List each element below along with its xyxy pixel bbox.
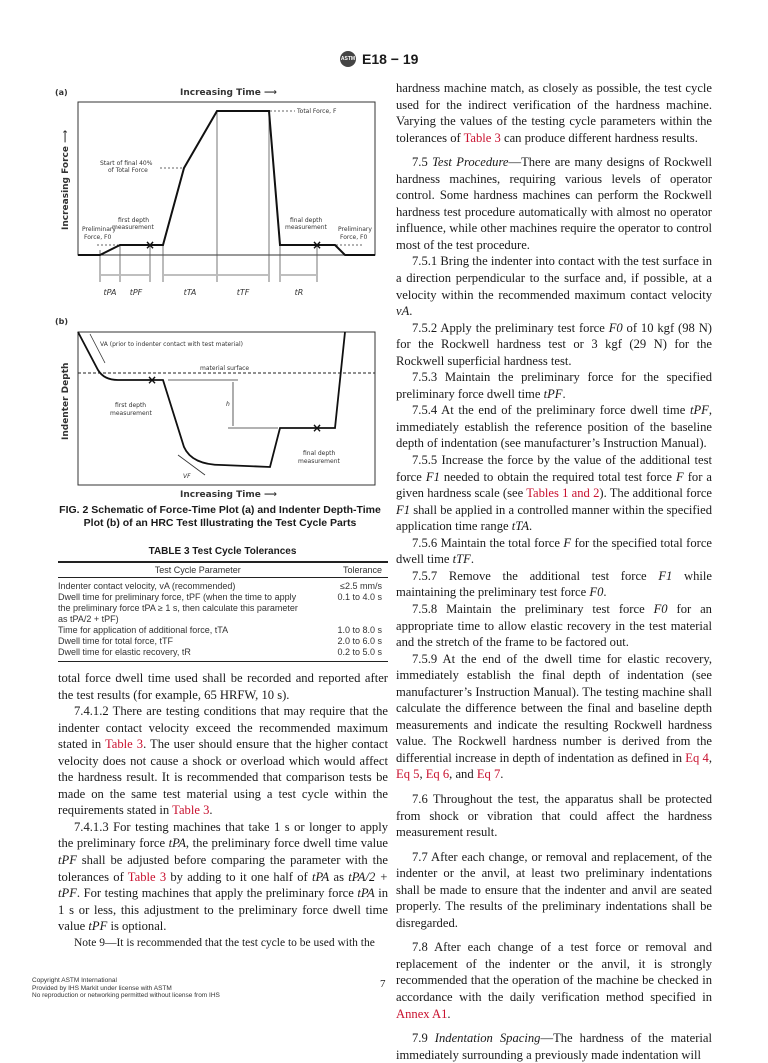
text-run: 7.5.1 Bring the indenter into contact with the test surface in a direction perpendicular to the surface and, if possible, at a velocity within the recommended maximum contact velocity bbox=[396, 254, 712, 302]
final-depth-label-2: measurement bbox=[285, 224, 327, 231]
preliminary-force-label-right: Preliminary bbox=[338, 226, 372, 233]
final-depth-label: final depth bbox=[290, 217, 323, 224]
cell: 0.2 to 5.0 s bbox=[337, 647, 388, 662]
text-run: —There are many designs of Rockwell hardness machines, requiring various levels of operator control. Some hardness machines can perform the Rockwell hardness test procedure automatically with almost no operator influence, while other machines require the operator to control most of the test procedure. bbox=[396, 155, 712, 252]
start-40-label-2: of Total Force bbox=[108, 167, 148, 174]
preliminary-force-label-right-2: Force, F0 bbox=[340, 234, 368, 241]
cross-reference-link[interactable]: Eq 4 bbox=[685, 750, 709, 765]
text-run: —The hardness of the material immediately surrounding a previously made indentation will bbox=[396, 1031, 712, 1062]
start-40-label: Start of final 40% bbox=[100, 160, 153, 167]
text-run: F0 bbox=[589, 585, 604, 600]
y-axis-label-b: Indenter Depth bbox=[61, 362, 71, 440]
va-label: VA (prior to indenter contact with test material) bbox=[100, 341, 243, 348]
paragraph bbox=[396, 154, 712, 253]
paragraph bbox=[396, 452, 712, 535]
text-run: . bbox=[470, 552, 475, 567]
text-run: in 1 s or less, this adjustment to the preliminary force dwell time value bbox=[58, 886, 388, 934]
text-run: 7.5.3 Maintain the preliminary force for the specified preliminary force dwell time bbox=[396, 370, 712, 401]
paragraph bbox=[396, 568, 712, 601]
text-run: , and bbox=[449, 767, 477, 782]
footer-line: Provided by IHS Markit under license with ASTM bbox=[32, 984, 172, 992]
text-run: . bbox=[500, 767, 504, 782]
text-run: . bbox=[603, 585, 607, 600]
text-run: is optional. bbox=[107, 919, 167, 934]
cell: Dwell time for elastic recovery, tR bbox=[58, 647, 337, 662]
text-run: tTA bbox=[511, 519, 530, 534]
text-run: F1 bbox=[658, 568, 673, 583]
paragraph bbox=[396, 849, 712, 932]
text-run: tPF bbox=[58, 853, 77, 868]
paragraph bbox=[58, 819, 388, 935]
paragraph bbox=[396, 791, 712, 841]
preliminary-force-label-2: Force, F0 bbox=[84, 234, 112, 241]
cell: 1.0 to 8.0 s bbox=[337, 625, 382, 635]
cross-reference-link[interactable]: Table 3 bbox=[127, 869, 167, 884]
text-run: shall be applied in a controlled manner within the specified application time range bbox=[396, 502, 712, 534]
table-row bbox=[58, 636, 388, 647]
text-run: tPF bbox=[689, 403, 709, 418]
cell: ≤2.5 mm/s bbox=[340, 581, 382, 591]
paragraph bbox=[396, 80, 712, 146]
test-cycle-table bbox=[58, 561, 388, 662]
text-run: . The user should ensure that the higher contact velocity does not cause a shock or overload which would affect the hardness result. It is recommended that comparison tests be made on the same test material using a test cycle within the requirements stated in bbox=[58, 737, 388, 818]
paragraph bbox=[58, 703, 388, 819]
text-run: for an appropriate time to allow elastic recovery in the test material and the stretch of the frame to be factored out. bbox=[396, 601, 712, 650]
text-run: while maintaining the preliminary test force bbox=[396, 568, 712, 600]
astm-logo: ASTM bbox=[340, 51, 356, 67]
cell: Dwell time for total force, tTF bbox=[58, 636, 174, 646]
material-surface-label: material surface bbox=[200, 365, 250, 372]
footer-line: No reproduction or networking permitted without license from IHS bbox=[32, 992, 220, 999]
total-force-label: Total Force, F bbox=[297, 108, 337, 115]
text-run: . bbox=[409, 304, 413, 319]
text-run: as bbox=[329, 869, 349, 884]
text-run: 7.5.8 Maintain the preliminary test force bbox=[412, 601, 654, 616]
text-run: 7.5.5 Increase the force by the value of the additional test force bbox=[396, 453, 712, 484]
paragraph bbox=[396, 253, 712, 319]
cross-reference-link[interactable]: Tables 1 and 2 bbox=[526, 486, 600, 501]
x-axis-label-b: Increasing Time ⟶ bbox=[180, 490, 277, 500]
panel-a-label: (a) bbox=[55, 88, 68, 97]
final-depth-label-b: final depth bbox=[303, 450, 336, 457]
first-depth-mark-icon: × bbox=[144, 238, 156, 252]
text-run: tPA bbox=[168, 836, 186, 851]
final-depth-label-b-2: measurement bbox=[298, 458, 340, 465]
first-depth-label-2: measurement bbox=[112, 224, 154, 231]
text-run: of 10 kgf (98 N) for the Rockwell hardness test or 3 kgf (29 N) for the Rockwell superficial hardness test. bbox=[396, 320, 712, 368]
paragraph bbox=[58, 670, 388, 703]
cross-reference-link[interactable]: Eq 7 bbox=[476, 767, 501, 782]
text-run: tTF bbox=[452, 552, 471, 567]
text-run: F bbox=[563, 535, 572, 550]
paragraph bbox=[396, 651, 712, 783]
paragraph bbox=[396, 320, 712, 370]
text-run: shall be adjusted before comparing the parameter with the tolerances of bbox=[58, 853, 388, 884]
x-axis-label: Increasing Time ⟶ bbox=[180, 88, 277, 98]
first-depth-label: first depth bbox=[118, 217, 150, 224]
cross-reference-link[interactable]: Table 3 bbox=[104, 737, 144, 752]
cross-reference-link[interactable]: Table 3 bbox=[172, 803, 210, 818]
text-run: tPA/2 + tPF bbox=[58, 869, 389, 901]
left-column-text bbox=[58, 670, 388, 951]
text-run: F1 bbox=[396, 502, 410, 517]
paragraph bbox=[396, 939, 712, 1022]
cell: Time for application of additional force, tTA bbox=[58, 625, 229, 635]
cell: 0.1 to 4.0 s bbox=[337, 592, 382, 602]
text-run: , the preliminary force dwell time value bbox=[185, 836, 388, 851]
h-label: h bbox=[226, 401, 230, 408]
text-run: F0 bbox=[608, 320, 623, 335]
final-depth-mark-icon: × bbox=[311, 238, 323, 252]
table-title: TABLE 3 Test Cycle Tolerances bbox=[148, 546, 297, 557]
designation: E18 − 19 bbox=[362, 51, 419, 67]
column-header: Tolerance bbox=[337, 562, 388, 578]
text-run: , bbox=[419, 767, 426, 782]
text-run: Test Procedure bbox=[432, 155, 509, 170]
text-run: total force dwell time used shall be recorded and reported after the test results (for example, 65 HRFW, 10 s). bbox=[58, 671, 388, 702]
text-run: 7.6 Throughout the test, the apparatus shall be protected from shock or vibration that could affect the hardness measurement result. bbox=[396, 791, 712, 840]
text-run: tPF bbox=[543, 386, 563, 401]
text-run: Note 9—It is recommended that the test cycle to be used with the bbox=[74, 936, 375, 949]
text-run: for the specified total force dwell time bbox=[396, 535, 712, 567]
text-run: . bbox=[529, 519, 533, 534]
text-run: . bbox=[447, 1006, 451, 1021]
text-run: tPA bbox=[357, 886, 375, 901]
text-run: 7.7 After each change, or removal and replacement, of the indenter or the anvil, at least two preliminary indentations shall be made to ensure that the indenter and anvil are seated properly. The results of the preliminary indentations shall be disregarded. bbox=[396, 849, 712, 930]
paragraph bbox=[396, 1030, 712, 1063]
paragraph bbox=[396, 369, 712, 402]
t-pf-label: tPF bbox=[129, 288, 143, 297]
t-r-label: tR bbox=[294, 288, 304, 297]
text-run: vA bbox=[396, 304, 410, 319]
y-axis-label: Increasing Force ⟶ bbox=[61, 129, 71, 230]
paragraph bbox=[396, 601, 712, 651]
right-column-text bbox=[396, 80, 712, 1063]
paragraph bbox=[58, 935, 388, 952]
text-run: by adding to it one half of bbox=[166, 869, 312, 884]
column-header: Test Cycle Parameter bbox=[58, 562, 337, 578]
cross-reference-link[interactable]: Eq 5 bbox=[396, 767, 420, 782]
t-tf-label: tTF bbox=[236, 288, 250, 297]
text-run: 7.5.6 Maintain the total force bbox=[412, 535, 564, 550]
text-run: F0 bbox=[653, 601, 668, 616]
text-run: 7.5.7 Remove the additional test force bbox=[412, 568, 659, 583]
footer-line: Copyright ASTM International bbox=[32, 977, 117, 984]
text-run: . bbox=[209, 803, 213, 818]
text-run: Indentation Spacing bbox=[434, 1031, 541, 1046]
t-ta-label: tTA bbox=[183, 288, 197, 297]
text-run: ). The additional force bbox=[599, 486, 712, 501]
text-run: hardness machine match, as closely as possible, the test cycle used for the indirect verification of the hardness machine. Varying the values of the testing cycle parameters within the tolerances of bbox=[396, 81, 712, 145]
first-depth-label-b-2: measurement bbox=[110, 410, 152, 417]
text-run: tPF bbox=[88, 919, 108, 934]
text-run: 7.4.1.3 For testing machines that take 1 s or longer to apply the preliminary force bbox=[58, 819, 388, 851]
cell: Indenter contact velocity, vA (recommended) bbox=[58, 581, 236, 591]
footer-copyright bbox=[32, 977, 220, 1000]
text-run: . bbox=[562, 386, 566, 401]
final-depth-mark-icon-b: × bbox=[311, 421, 323, 435]
table-row bbox=[58, 625, 388, 636]
table-row bbox=[58, 592, 388, 625]
figure-a-force-time bbox=[0, 0, 400, 520]
text-run: 7.4.1.2 There are testing conditions that may require that the indenter contact velocity exceed the recommended maximum stated in bbox=[58, 704, 388, 752]
text-run: needed to obtain the required total test force bbox=[439, 469, 676, 484]
vf-label: VF bbox=[183, 473, 191, 480]
text-run: 7.5 bbox=[412, 155, 433, 170]
text-run: . For testing machines that apply the preliminary force bbox=[76, 886, 358, 901]
cross-reference-link[interactable]: Table 3 bbox=[463, 130, 501, 145]
cell: 2.0 to 6.0 s bbox=[337, 636, 382, 646]
preliminary-force-label: Preliminary bbox=[82, 226, 116, 233]
page-number: 7 bbox=[380, 978, 386, 990]
text-run: 7.5.9 At the end of the dwell time for elastic recovery, immediately establish the final depth of indentation (see manufacturer’s Instruction Manual). The testing machine shall calculate the difference between the final and baseline depth measurements and indicate the resulting Rockwell hardness value. The Rockwell hardness number is derived from the differential increase in depth of indentation as defined in bbox=[396, 651, 712, 765]
paragraph bbox=[396, 402, 712, 452]
table-row bbox=[58, 647, 388, 662]
text-run: 7.9 bbox=[412, 1031, 435, 1046]
text-run: tPA bbox=[311, 869, 330, 884]
first-depth-label-b: first depth bbox=[115, 402, 147, 409]
paragraph bbox=[396, 535, 712, 568]
text-run: , bbox=[708, 750, 713, 765]
text-run: F bbox=[675, 469, 684, 484]
text-run: 7.8 After each change of a test force or removal and replacement of the indenter or the anvil, it is strongly recommended that the operation of the machine be checked in accordance with the daily verification method specified in bbox=[396, 940, 712, 1004]
text-run: can produce different hardness results. bbox=[500, 130, 698, 145]
t-pa-label: tPA bbox=[103, 288, 117, 297]
cross-reference-link[interactable]: Annex A1 bbox=[396, 1006, 448, 1021]
text-run: , immediately establish the reference position of the baseline depth of indentation (see manufacturer’s Instruction Manual). bbox=[396, 403, 712, 451]
text-run: F1 bbox=[425, 469, 440, 484]
table-row bbox=[58, 578, 388, 593]
cross-reference-link[interactable]: Eq 6 bbox=[425, 767, 450, 782]
first-depth-mark-icon-b: × bbox=[146, 373, 158, 387]
cell: Dwell time for preliminary force, tPF (when the time to apply the preliminary force tPA ≥ 1 s, then calculate this parameter as tPA/2 + tPF) bbox=[58, 592, 298, 624]
text-run: 7.5.2 Apply the preliminary test force bbox=[412, 320, 609, 335]
text-run: for a given hardness scale (see bbox=[396, 469, 712, 501]
text-run: 7.5.4 At the end of the preliminary force dwell time bbox=[412, 403, 690, 418]
panel-b-label: (b) bbox=[55, 317, 69, 326]
figure-caption: FIG. 2 Schematic of Force-Time Plot (a) and Indenter Depth-Time Plot (b) of an HRC Test Illustrating the Test Cycle Parts bbox=[59, 504, 381, 529]
